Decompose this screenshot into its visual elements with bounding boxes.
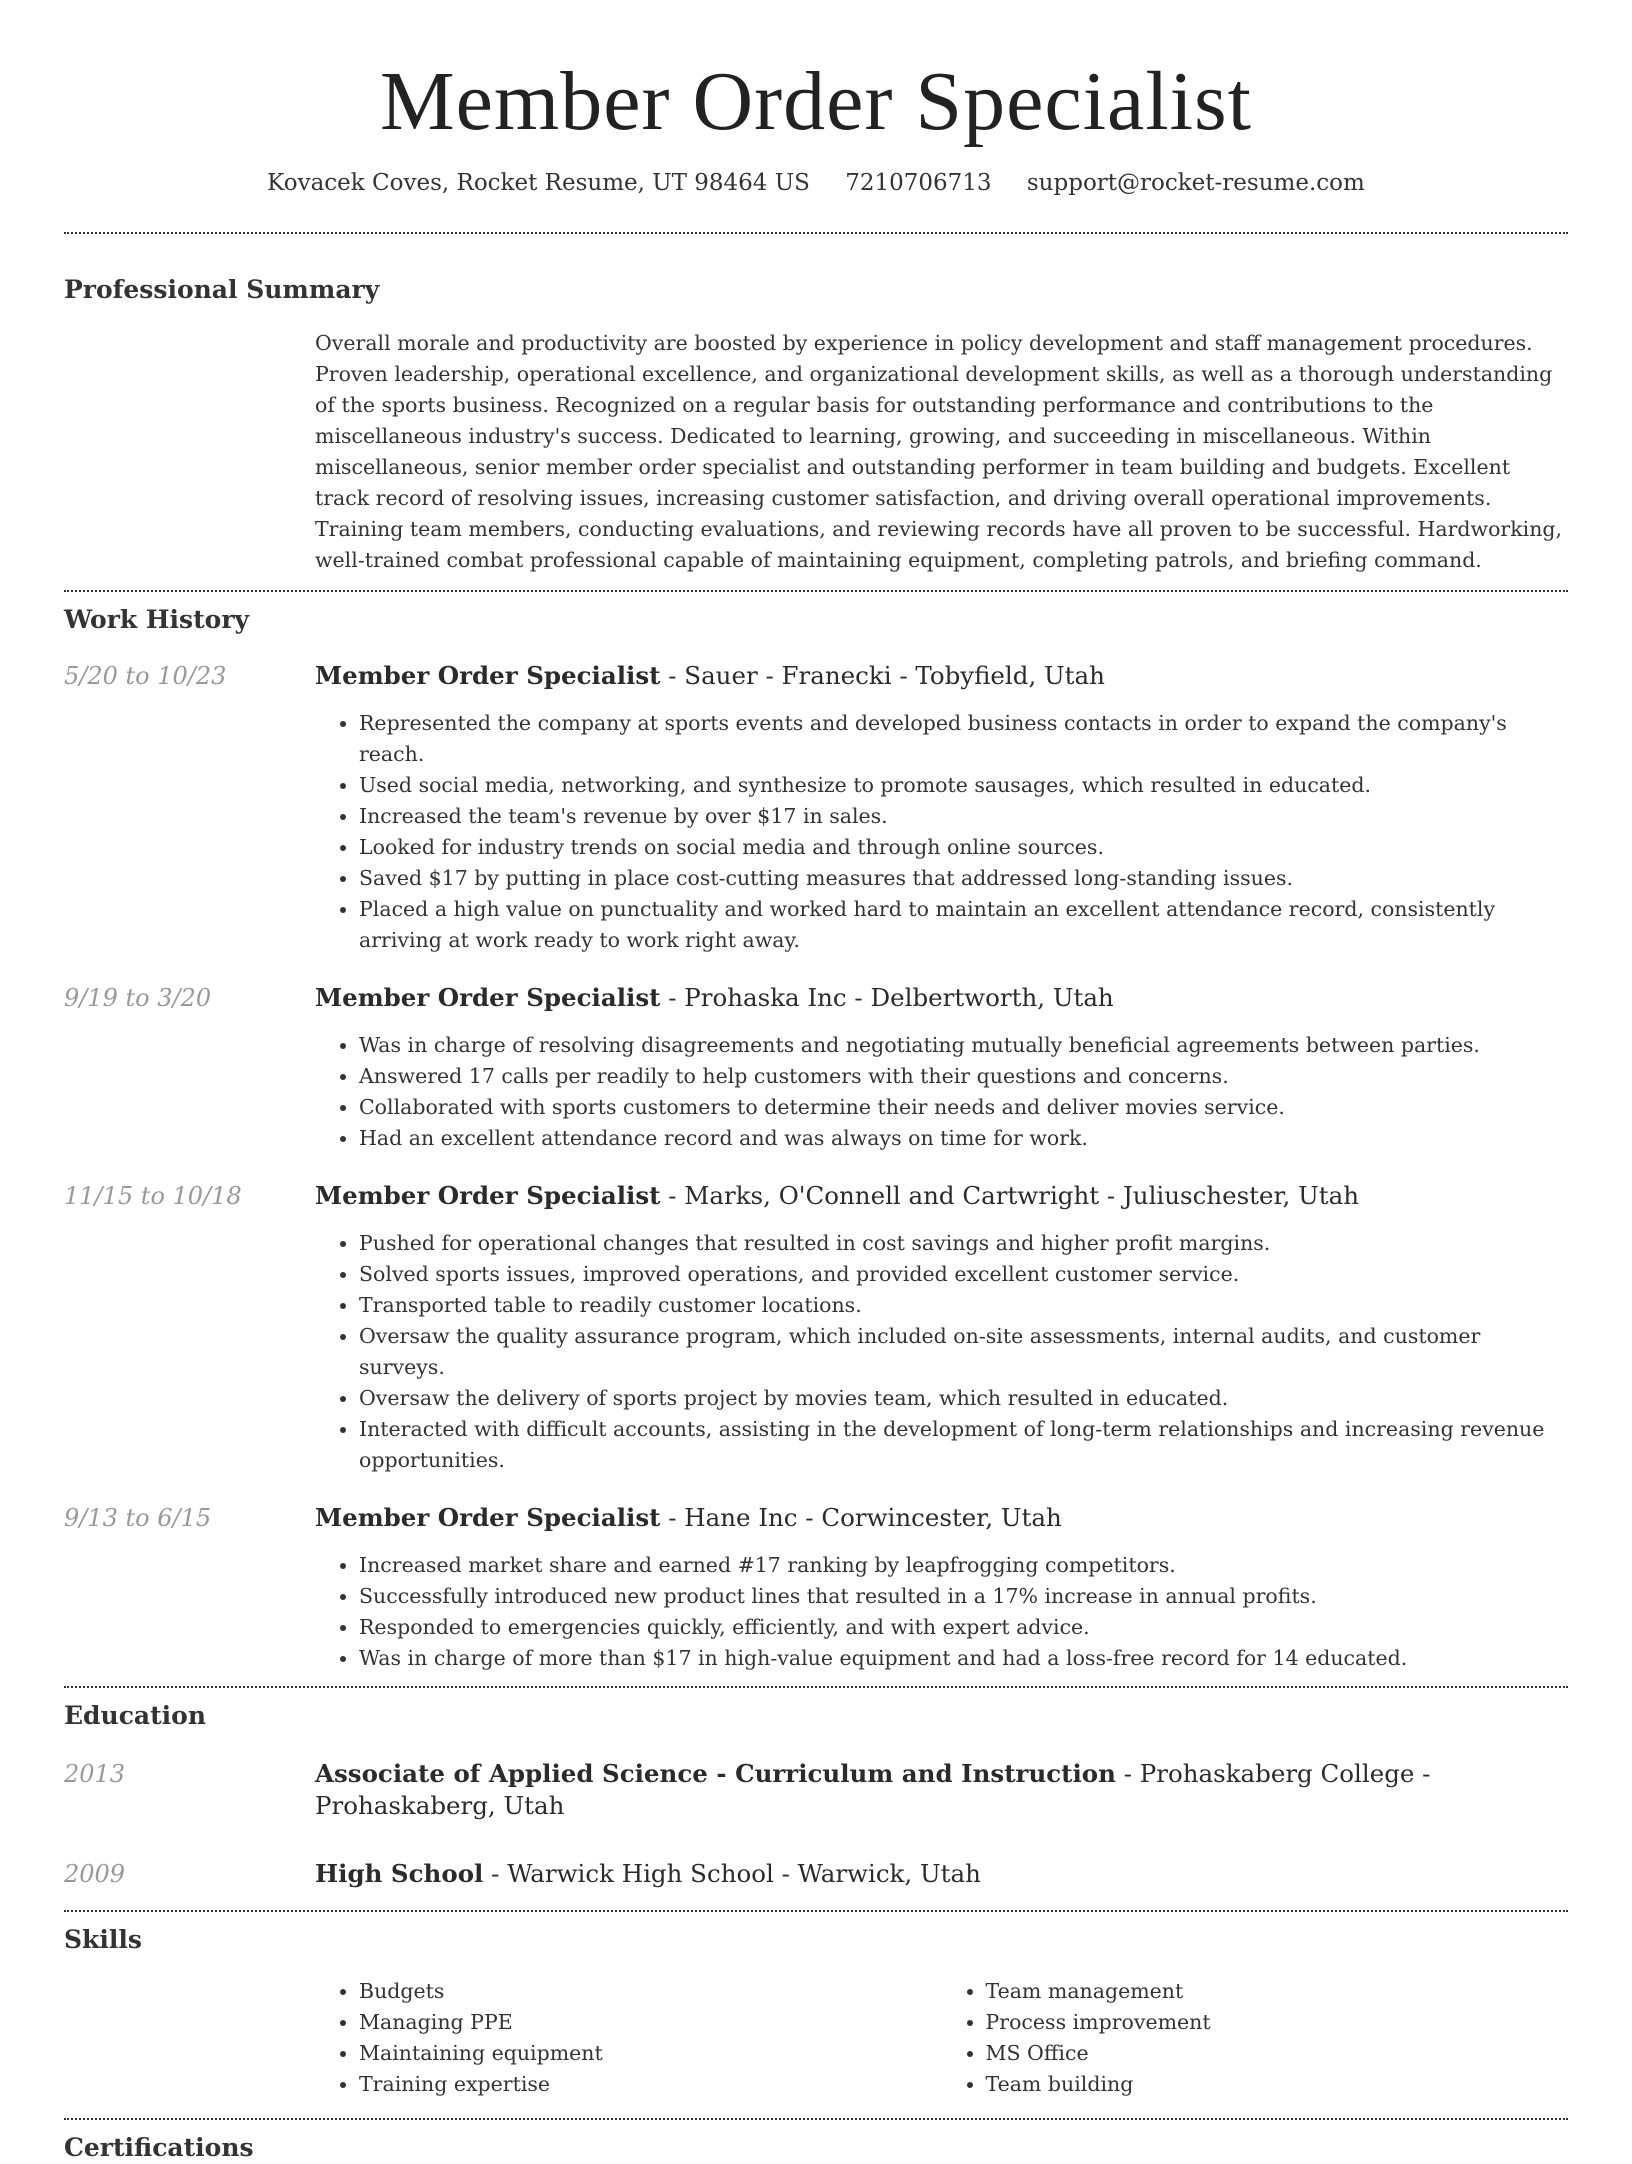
list-item: • Oversaw the delivery of sports project by movies team, which resulted in educated.: [359, 1383, 1568, 1414]
job-details: - Hane Inc - Corwincester, Utah: [660, 1503, 1062, 1532]
list-item: • Used social media, networking, and synthesize to promote sausages, which resulted in educated.: [359, 770, 1568, 801]
list-item: • Represented the company at sports events and developed business contacts in order to expand the company's reach.: [359, 708, 1568, 770]
job-bullets: [315, 708, 1568, 956]
skill-item: • Maintaining equipment: [359, 2038, 942, 2069]
job-details: - Marks, O'Connell and Cartwright - Juliuschester, Utah: [660, 1181, 1359, 1210]
education-title: [315, 1758, 1568, 1822]
education-details: - Warwick High School - Warwick, Utah: [483, 1859, 981, 1888]
skill-item: • Managing PPE: [359, 2007, 942, 2038]
list-item: • Had an excellent attendance record and was always on time for work.: [359, 1123, 1568, 1154]
contact-line: [64, 168, 1568, 198]
section-heading-education: Education: [64, 1701, 207, 1730]
job-title: [315, 660, 1105, 692]
section-divider: [64, 590, 1568, 592]
section-divider: [64, 1686, 1568, 1688]
section-divider: [64, 1910, 1568, 1912]
section-divider: [64, 2118, 1568, 2120]
section-heading-skills: Skills: [64, 1925, 142, 1954]
education-year: 2013: [64, 1760, 126, 1788]
list-item: • Saved $17 by putting in place cost-cutting measures that addressed long-standing issues.: [359, 863, 1568, 894]
skill-item: • Budgets: [359, 1976, 942, 2007]
list-item: • Was in charge of resolving disagreements and negotiating mutually beneficial agreements between parties.: [359, 1030, 1568, 1061]
job-entry: [64, 982, 1568, 1154]
education-year: 2009: [64, 1860, 126, 1888]
list-item: • Transported table to readily customer locations.: [359, 1290, 1568, 1321]
resume-header: [64, 54, 1568, 198]
education-degree: Associate of Applied Science - Curriculum and Instruction: [315, 1759, 1116, 1788]
section-heading-summary: Professional Summary: [64, 275, 380, 304]
job-details: - Sauer - Franecki - Tobyfield, Utah: [660, 661, 1105, 690]
list-item: • Increased market share and earned #17 ranking by leapfrogging competitors.: [359, 1550, 1568, 1581]
list-item: • Responded to emergencies quickly, efficiently, and with expert advice.: [359, 1612, 1568, 1643]
section-heading-certifications: Certifications: [64, 2133, 254, 2162]
job-dates: 9/13 to 6/15: [64, 1504, 212, 1532]
job-dates: 11/15 to 10/18: [64, 1182, 242, 1210]
list-item: • Was in charge of more than $17 in high-value equipment and had a loss-free record for 14 educated.: [359, 1643, 1568, 1674]
list-item: • Answered 17 calls per readily to help customers with their questions and concerns.: [359, 1061, 1568, 1092]
section-divider: [64, 232, 1568, 234]
section-heading-work: Work History: [64, 605, 250, 634]
list-item: • Pushed for operational changes that resulted in cost savings and higher profit margins.: [359, 1228, 1568, 1259]
contact-email: support@rocket-resume.com: [1026, 170, 1365, 196]
skills-column-left: [315, 1976, 942, 2100]
skill-item: • MS Office: [986, 2038, 1569, 2069]
job-role: Member Order Specialist: [315, 1503, 661, 1532]
list-item: • Interacted with difficult accounts, assisting in the development of long-term relationships and increasing revenue opportunities.: [359, 1414, 1568, 1476]
skills-column-right: [942, 1976, 1569, 2100]
job-title: [315, 1180, 1359, 1212]
education-title: [315, 1858, 981, 1890]
skill-item: • Team management: [986, 1976, 1569, 2007]
skill-item: • Team building: [986, 2069, 1569, 2100]
list-item: • Solved sports issues, improved operations, and provided excellent customer service.: [359, 1259, 1568, 1290]
job-bullets: [315, 1030, 1568, 1154]
summary-text: Overall morale and productivity are boosted by experience in policy development and staff management procedures. Proven leadership, operational excellence, and organizational development skills, as well as a thorough understanding of the sports business. Recognized on a regular basis for outstanding performance and contributions to the miscellaneous industry's success. Dedicated to learning, growing, and succeeding in miscellaneous. Within miscellaneous, senior member order specialist and outstanding performer in team building and budgets. Excellent track record of resolving issues, increasing customer satisfaction, and driving overall operational improvements. Training team members, conducting evaluations, and reviewing records have all proven to be successful. Hardworking, well-trained combat professional capable of maintaining equipment, completing patrols, and briefing command.: [315, 331, 1563, 572]
education-entry: [64, 1758, 1568, 1822]
education-degree: High School: [315, 1859, 484, 1888]
job-title: [315, 982, 1114, 1014]
contact-phone: 7210706713: [845, 170, 992, 196]
job-entry: [64, 660, 1568, 956]
resume-title: Member Order Specialist: [379, 55, 1253, 148]
job-role: Member Order Specialist: [315, 1181, 661, 1210]
job-role: Member Order Specialist: [315, 661, 661, 690]
skill-item: • Process improvement: [986, 2007, 1569, 2038]
list-item: • Placed a high value on punctuality and worked hard to maintain an excellent attendance record, consistently arriving at work ready to work right away.: [359, 894, 1568, 956]
education-details: - Prohaskaberg College - Prohaskaberg, Utah: [315, 1759, 1431, 1820]
list-item: • Collaborated with sports customers to determine their needs and deliver movies service.: [359, 1092, 1568, 1123]
job-entry: [64, 1502, 1568, 1674]
job-dates: 9/19 to 3/20: [64, 984, 212, 1012]
list-item: • Oversaw the quality assurance program, which included on-site assessments, internal audits, and customer surveys.: [359, 1321, 1568, 1383]
job-dates: 5/20 to 10/23: [64, 662, 227, 690]
job-bullets: [315, 1228, 1568, 1476]
job-title: [315, 1502, 1062, 1534]
list-item: • Successfully introduced new product lines that resulted in a 17% increase in annual profits.: [359, 1581, 1568, 1612]
job-details: - Prohaska Inc - Delbertworth, Utah: [660, 983, 1114, 1012]
skills-list: [315, 1976, 1568, 2100]
list-item: • Increased the team's revenue by over $17 in sales.: [359, 801, 1568, 832]
contact-address: Kovacek Coves, Rocket Resume, UT 98464 US: [267, 170, 810, 196]
skill-item: • Training expertise: [359, 2069, 942, 2100]
job-entry: [64, 1180, 1568, 1476]
list-item: • Looked for industry trends on social media and through online sources.: [359, 832, 1568, 863]
education-entry: [64, 1858, 1568, 1890]
job-role: Member Order Specialist: [315, 983, 661, 1012]
job-bullets: [315, 1550, 1568, 1674]
resume-page: [64, 0, 1568, 2164]
